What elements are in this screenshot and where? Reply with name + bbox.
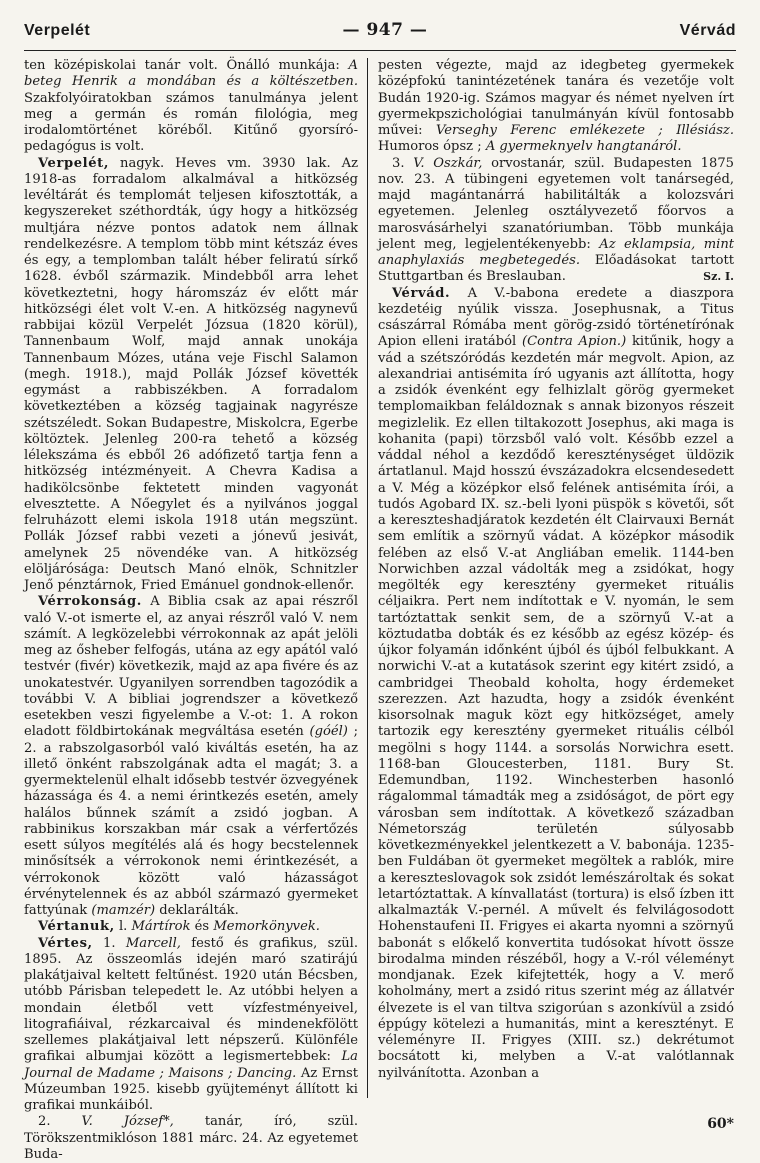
- entry-vertes-3: 3. V. Oszkár, orvostanár, szül. Budapesten 1875 nov. 23. A tübingeni egyetemen volt tanársegéd, majd magántanárrá habilitálták a kolozsvári egyetemen. Jelenleg osztályvezető főorvos a marosvásárhelyi szanatóriumban. Több munkája jelent meg, legjelentékenyebb: Az eklampsia, mint anaphylaxiás megbetegedés. Előadásokat tartott Stuttgartban és Breslauban. Sz. I.: [378, 155, 735, 285]
- headword: Vérvád.: [392, 285, 451, 301]
- left-column: [24, 58, 358, 1163]
- header-rule: [24, 50, 736, 51]
- paragraph-prev-entry: ten középiskolai tanár volt. Önálló munkája: A beteg Henrik a mondában és a költészetben. Szakfolyóiratokban számos tanulmánya jelent meg a germán és román filológia, meg irodalomtörténet köréből. Kitűnő gyorsíró-pedagógus is volt.: [24, 58, 359, 155]
- headword: Vértes,: [38, 935, 93, 951]
- header-left-keyword: Verpelét: [24, 22, 91, 39]
- entry-verrokonsag: Vérrokonság. A Biblia csak az apai részről való V.-ot ismerte el, az anyai részről való V. nem számít. A legközelebbi vérrokonnak az apát jelöli meg az ősheber felfogás, utána az egy apától való testvér (fivér) következik, majd az apa fivére és az unokatestvér. Ugyanilyen sorrendben tagozódik a további V. A bibliai jogrendszer a következő esetekben veszi figyelembe a V.-ot: 1. A rokon eladott földbirtokának megváltása esetén (góél) ; 2. a rabszolgasorból való kiváltás esetén, ha az illető önként rabszolgának adta el magát; 3. a gyermektelenül elhalt idősebb testvér özvegyének házassága és 4. a nemi érintkezés esetén, amely halálos bűnnek számít a zsidó jogban. A rabbinikus korszakban már csak a vérfertőzés esett súlyos megítélés alá és hogy becstelennek minősítsék a vérrokonok nemi érintkezését, a vérrokonok között való házasságot érvénytelennek és az abból származó gyermeket fattyúnak (mamzér) deklarálták.: [24, 594, 359, 918]
- headword: Vértanuk,: [38, 919, 115, 935]
- running-header: [24, 20, 736, 42]
- author-signature: Sz. I.: [703, 270, 734, 284]
- entry-vertanuk: Vértanuk, l. Mártírok és Memorkönyvek.: [38, 919, 320, 935]
- page-number: — 947 —: [342, 20, 428, 40]
- signature-mark: 60*: [707, 1116, 734, 1132]
- entry-vervad: Vérvád. A V.-babona eredete a diaszpora kezdetéig nyúlik vissza. Josephusnak, a Titus császárral Rómába ment görög-zsidó történetírónak Apion elleni iratából (Contra Apion.) kitűnik, hogy a vád a szétszóródás kezdetén már megvolt. Apion, az alexandriai antisémita író ugyanis azt állította, hogy a zsidók évenként egy felhizlalt görög gyermeket templomaikban feláldoznak s annak bizonyos részeit megizlelik. Ez ellen tiltakozott Josephus, aki maga is kohanita (papi) törzsből való volt. Később ezzel a váddal néhol a kezdődő kereszténységet üldözik ártatlanul. Majd hosszú évszázadokra elcsendesedett a V. Még a középkor első felének antisémita írói, a tudós Agobard IX. sz.-beli lyoni püspök s követői, sőt a kereszteshadjáratok kezdetén élt Clairvauxi Bernát sem említik a szörnyű vádat. A középkor második felében az első V.-at Angliában emelik. 1144-ben Norwichben azzal vádolták meg a zsidókat, hogy megölték egy keresztény gyermeket rituális céljaikra. Pert nem indítottak e V. nyomán, le sem tartóztattak senkit sem, de a szörnyű V.-at a köztudatba dobták és ez később az egész közép- és újkor folyamán időnként újból és újból felbukkant. A norwichi V.-at a kutatások szerint egy kitért zsidó, a cambridgei Theobald koholta, hogy érdemeket szerezzen. Azt hazudta, hogy a zsidók évenként kisorsolnak maguk közt egy hitközséget, amely tartozik egy keresztény gyermeket rituális célból megölni s hogy 1144. a sorsolás Norwichra esett. 1168-ban Gloucesterben, 1181. Bury St. Edemundban, 1192. Winchesterben hasonló rágalommal támadták meg a zsidóságot, de pört egy városban sem indítottak. A következő században Németország területén súlyosabb következményekkel jelentkezett a V. babonája. 1235-ben Fuldában öt gyermeket megöltek a rablók, mire a kereszteslovagok sok zsidót lemészároltak és sokat letartóztattak. A kínvallatást (tortura) is első ízben itt alkalmazták V.-pernél. A művelt és felvilágosodott Hohenstaufeni II. Frigyes ei akarta nyomni a szörnyű babonát s előkelő konvertita tudósokat hívott össze birodalma minden részéből, hogy a V.-ról véleményt mondjanak. Ezek kifejtették, hogy a V. merő koholmány, mert a zsidó ritus szerint még az állatvér élvezete is el van tiltva szigorúan s azonkívül a zsidó éppúgy kötelezi a humanitás, mint a keresztényt. E véleményre II. Frigyes (XIII. sz.) dekrétumot bocsátott ki, melyben a V.-at valótlannak nyilvánította. Azonban a: [378, 285, 735, 1081]
- headword: Vérrokonság.: [38, 594, 142, 610]
- entry-verpelet: Verpelét, nagyk. Heves vm. 3930 lak. Az 1918-as forradalom alkalmával a hitközség levéltárát és templomát teljesen kifosztották, a kegyszereket széthordták, úgy hogy a hitközség multjára nézve pontos adatok nem állnak rendelkezésre. A templom több mint kétszáz éves és egy, a templomban talált héber feliratú sírkő 1628. évből származik. Mindebből arra lehet következtetni, hogy háromszáz év előtt már hitközségi élet volt V.-en. A hitközség nagynevű rabbijai közül Verpelét Józsua (1820 körül), Tannenbaum Wolf, majd annak unokája Tannenbaum Mózes, utána veje Fischl Salamon (megh. 1918.), majd Pollák József követték egymást a rabbiszékben. A forradalom következtében a község tagjainak nagyrésze szétszéledt. Sokan Budapestre, Miskolcra, Egerbe költöztek. Jelenleg 200-ra tehető a község lélekszáma és ebből 26 adófizető tartja fenn a hitközség intézményeit. A Chevra Kadisa a hadikölcsönbe fektetett minden vagyonát elvesztette. A Nőegylet és a nyilvános joggal felruházott elemi iskola 1918 után megszünt. Pollák József rabbi vezeti a jónevű jesivát, amelynek 25 növendéke van. A hitközség elöljárósága: Deutsch Manó elnök, Schnitzler Jenő pénztárnok, Fried Emánuel gondnok-ellenőr.: [24, 155, 359, 593]
- header-right-keyword: Vérvád: [679, 22, 736, 39]
- entry-vertes: Vértes, 1. Marcell, festő és grafikus, szül. 1895. Az összeomlás idején maró szatirájú plakátjaival keltett feltűnést. 1920 után Bécsben, utóbb Párisban telepedett le. Az utóbbi helyen a mondain életből vett vízfestményeivel, litografiáival, rézkarcaival és mindenekfölött szellemes plakátjaival lett népszerű. Különféle grafikai albumjai között a legismertebbek: La Journal de Madame ; Maisons ; Dancing. Az Ernst Múzeumban 1925. kisebb gyüjteményt állított ki grafikai munkáiból.: [24, 935, 358, 1113]
- headword: Verpelét,: [38, 155, 109, 171]
- right-column: [378, 58, 734, 1082]
- entry-vertes-2: 2. V. József*, tanár, író, szül. Törökszentmiklóson 1881 márc. 24. Az egyetemet Buda-: [24, 1114, 358, 1162]
- paragraph-vertes-2-cont: pesten végezte, majd az idegbeteg gyermekek középfokú tanintézetének tanára és vezetője volt Budán 1920-ig. Számos magyar és német nyelven írt gyermekpszichológiai tanulmányán kívül fontosabb művei: Verseghy Ferenc emlékezete ; Illésiász. Humoros ópsz ; A gyermeknyelv hangtanáról.: [378, 58, 734, 155]
- column-divider: [367, 58, 368, 1098]
